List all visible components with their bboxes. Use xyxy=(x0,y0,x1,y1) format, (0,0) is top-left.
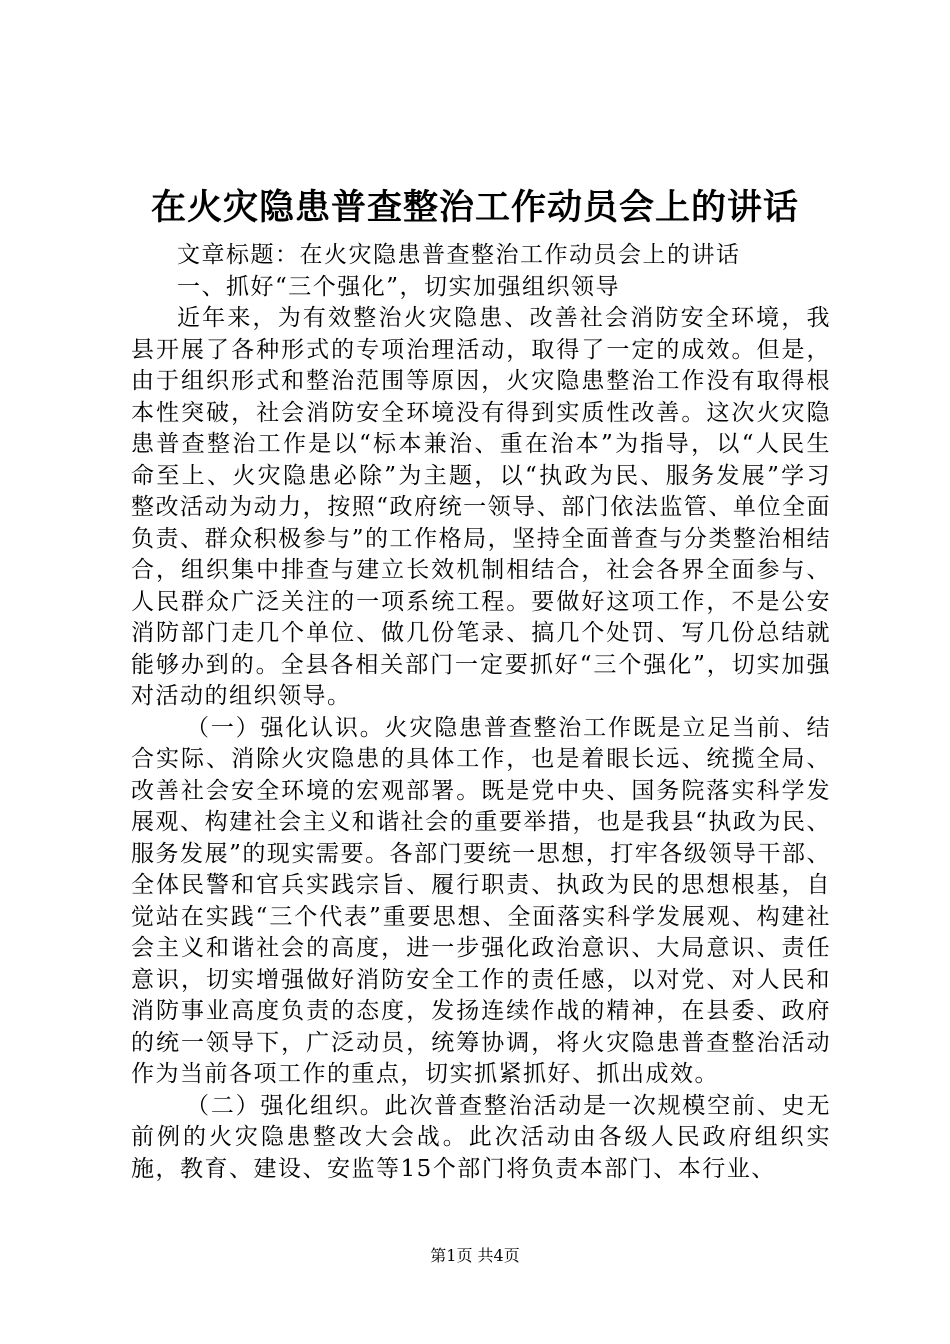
document-body xyxy=(131,240,831,1185)
body-paragraph: 近年来，为有效整治火灾隐患、改善社会消防安全环境，我县开展了各种形式的专项治理活动，取得了一定的成效。但是，由于组织形式和整治范围等原因，火灾隐患整治工作没有取得根本性突破，社会消防安全环境没有得到实质性改善。这次火灾隐患普查整治工作是以“标本兼治、重在治本”为指导，以“人民生命至上、火灾隐患必除”为主题，以“执政为民、服务发展”学习整改活动为动力，按照“政府统一领导、部门依法监管、单位全面负责、群众积极参与”的工作格局，坚持全面普查与分类整治相结合，组织集中排查与建立长效机制相结合，社会各界全面参与、人民群众广泛关注的一项系统工程。要做好这项工作，不是公安消防部门走几个单位、做几份笔录、搞几个处罚、写几份总结就能够办到的。全县各相关部门一定要抓好“三个强化”，切实加强对活动的组织领导。 xyxy=(131,305,831,709)
body-paragraph: （二）强化组织。此次普查整治活动是一次规模空前、史无前例的火灾隐患整改大会战。此次活动由各级人民政府组织实施，教育、建设、安监等15个部门将负责本部门、本行业、 xyxy=(131,1092,831,1182)
body-paragraph: （一）强化认识。火灾隐患普查整治工作既是立足当前、结合实际、消除火灾隐患的具体工作，也是着眼长远、统揽全局、改善社会安全环境的宏观部署。既是党中央、国务院落实科学发展观、构建社会主义和谐社会的重要举措，也是我县“执政为民、服务发展”的现实需要。各部门要统一思想，打牢各级领导干部、全体民警和官兵实践宗旨、履行职责、执政为民的思想根基，自觉站在实践“三个代表”重要思想、全面落实科学发展观、构建社会主义和谐社会的高度，进一步强化政治意识、大局意识、责任意识，切实增强做好消防安全工作的责任感，以对党、对人民和消防事业高度负责的态度，发扬连续作战的精神，在县委、政府的统一领导下，广泛动员，统筹协调，将火灾隐患普查整治活动作为当前各项工作的重点，切实抓紧抓好、抓出成效。 xyxy=(131,714,831,1087)
article-title-line: 文章标题：在火灾隐患普查整治工作动员会上的讲话 xyxy=(177,242,741,268)
document-title: 在火灾隐患普查整治工作动员会上的讲话 xyxy=(150,187,799,228)
page-number-footer: 第1页 共4页 xyxy=(430,1246,520,1265)
section-heading: 一、抓好“三个强化”，切实加强组织领导 xyxy=(177,273,621,300)
